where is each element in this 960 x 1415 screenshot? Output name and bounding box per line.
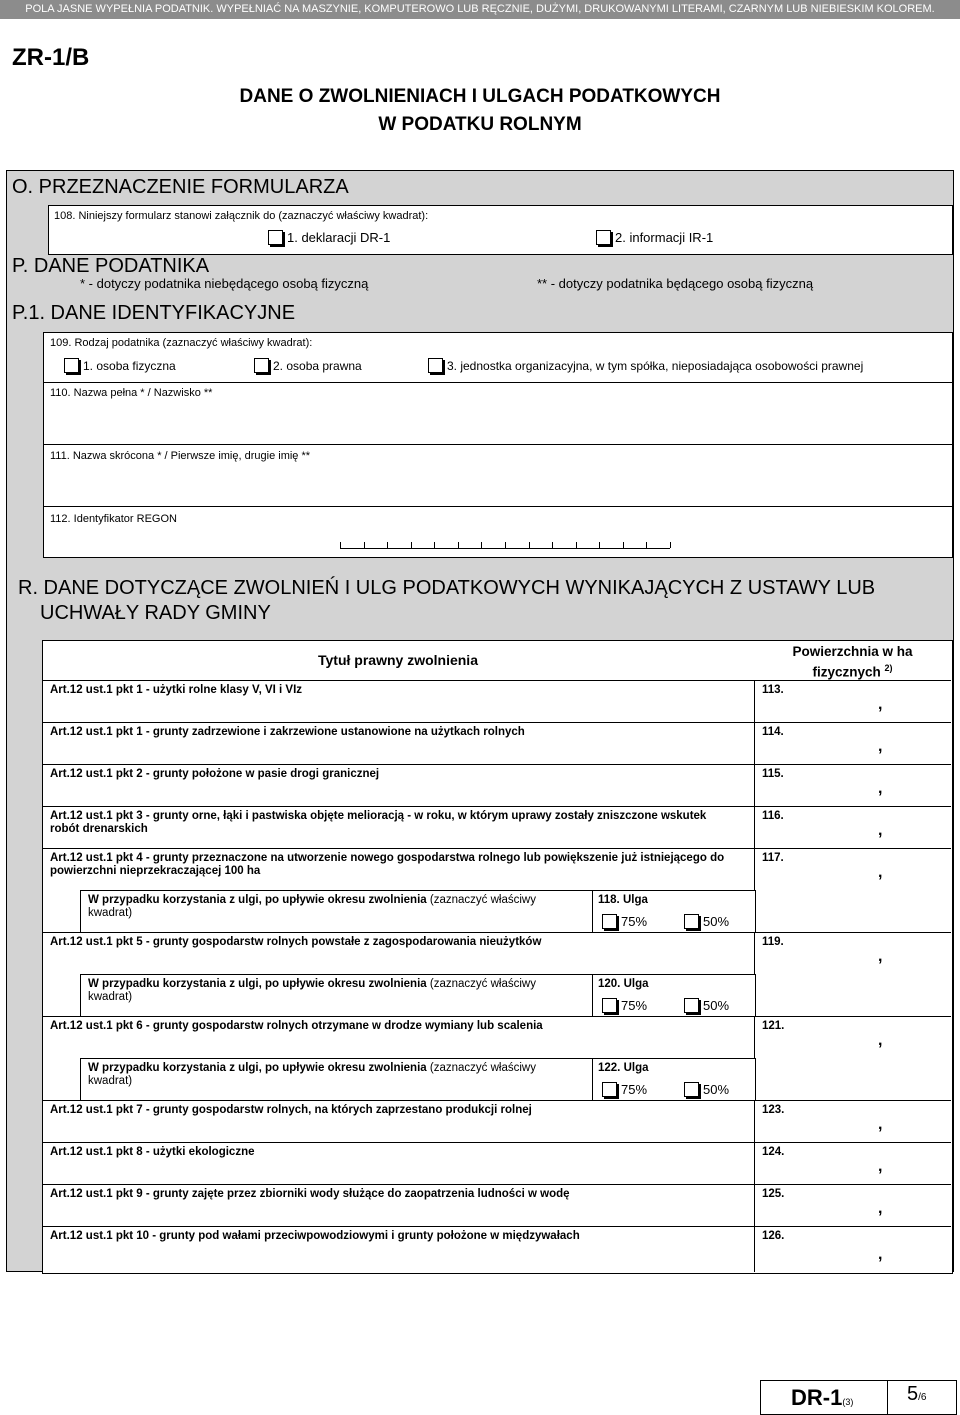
exemption-title: Art.12 ust.1 pkt 9 - grunty zajęte przez zbiorniki wody służące do zaopatrzenia ludności w wodę: [50, 1188, 570, 1200]
relief-option-label: 75%: [621, 1082, 648, 1097]
field-number: 114.: [762, 726, 784, 738]
decimal-comma: ,: [878, 822, 883, 839]
relief-note-hint: (zaznaczyć właściwy: [429, 978, 536, 990]
note-legal-entity: * - dotyczy podatnika niebędącego osobą fizyczną: [80, 276, 369, 291]
relief-option-50[interactable]: [684, 998, 729, 1013]
regon-tick: [623, 542, 624, 548]
relief-option-label: 75%: [621, 914, 648, 929]
decimal-comma: ,: [878, 1116, 883, 1133]
field-108-label: 108. Niniejszy formularz stanowi załącznik do (zaznaczyć właściwy kwadrat):: [54, 210, 429, 222]
relief-option-75[interactable]: [602, 914, 647, 929]
relief-note-text: [88, 894, 578, 920]
field-110-label: 110. Nazwa pełna * / Nazwisko **: [50, 387, 213, 399]
section-p-heading: P. DANE PODATNIKA: [12, 255, 210, 277]
checkbox-icon[interactable]: [602, 998, 617, 1013]
regon-tick: [458, 542, 459, 548]
taxpayer-type-legal[interactable]: 2. osoba prawna: [254, 358, 362, 373]
regon-tick: [387, 542, 388, 548]
regon-tick: [481, 542, 482, 548]
field-number: 124.: [762, 1146, 785, 1158]
relief-field-label: 122. Ulga: [598, 1062, 649, 1074]
field-number: 123.: [762, 1104, 785, 1116]
regon-tick: [340, 542, 341, 548]
field-number: 126.: [762, 1230, 785, 1242]
checkbox-icon[interactable]: [596, 230, 611, 245]
regon-tick: [599, 542, 600, 548]
decimal-comma: ,: [878, 780, 883, 797]
checkbox-icon[interactable]: [602, 1082, 617, 1097]
regon-tick: [552, 542, 553, 548]
exemption-title: Art.12 ust.1 pkt 8 - użytki ekologiczne: [50, 1146, 255, 1158]
relief-note-bold: W przypadku korzystania z ulgi, po upływie okresu zwolnienia: [88, 894, 427, 906]
relief-note-text: [88, 1062, 578, 1088]
note-natural-person: ** - dotyczy podatnika będącego osobą fizyczną: [537, 276, 814, 291]
relief-option-label: 50%: [703, 1082, 730, 1097]
decimal-comma: ,: [878, 864, 883, 881]
decimal-comma: ,: [878, 1032, 883, 1049]
regon-tick: [411, 542, 412, 548]
section-r-heading: R. DANE DOTYCZĄCE ZWOLNIEŃ I ULG PODATKOWYCH WYNIKAJĄCYCH Z USTAWY LUB UCHWAŁY RADY GMINY: [18, 577, 876, 624]
area-input[interactable]: [754, 1016, 952, 1058]
regon-tick: [434, 542, 435, 548]
area-input[interactable]: [754, 722, 952, 764]
regon-tick: [364, 542, 365, 548]
decimal-comma: ,: [878, 738, 883, 755]
field-number: 116.: [762, 810, 784, 822]
relief-field-label: 118. Ulga: [598, 894, 648, 906]
decimal-comma: ,: [878, 696, 883, 713]
field-number: 125.: [762, 1188, 785, 1200]
relief-note-end: kwadrat): [88, 907, 133, 919]
relief-option-75[interactable]: [602, 998, 647, 1013]
page-number: 5/6: [907, 1383, 927, 1405]
relief-note-text: [88, 978, 578, 1004]
relief-option-label: 75%: [621, 998, 648, 1013]
field-number: 119.: [762, 936, 784, 948]
relief-field-label: 120. Ulga: [598, 978, 649, 990]
field-number: 115.: [762, 768, 784, 780]
column-area-header: Powierzchnia w ha fizycznych $^{2)}$: [792, 644, 913, 680]
area-input[interactable]: [754, 1226, 952, 1272]
checkbox-icon[interactable]: [428, 358, 443, 373]
checkbox-icon[interactable]: [268, 230, 283, 245]
regon-digit-comb[interactable]: [340, 540, 670, 549]
column-title-header: Tytuł prawny zwolnienia: [318, 652, 478, 668]
checkbox-icon[interactable]: [684, 998, 699, 1013]
exemption-title: Art.12 ust.1 pkt 1 - grunty zadrzewione i zakrzewione ustanowione na użytkach rolnych: [50, 726, 525, 738]
area-input[interactable]: [754, 1142, 952, 1184]
relief-option-50[interactable]: [684, 914, 729, 929]
checkbox-icon[interactable]: [684, 1082, 699, 1097]
area-input[interactable]: [754, 764, 952, 806]
field-112-label: 112. Identyfikator REGON: [50, 513, 177, 525]
field-number: 113.: [762, 684, 784, 696]
field-112-regon[interactable]: [43, 506, 953, 558]
exemption-title: Art.12 ust.1 pkt 3 - grunty orne, łąki i pastwiska objęte melioracją - w roku, w którym uprawy zostały zniszczone wskutek robót drenarskich: [50, 810, 707, 835]
decimal-comma: ,: [878, 1200, 883, 1217]
area-input[interactable]: [754, 932, 952, 974]
field-111-label: 111. Nazwa skrócona * / Pierwsze imię, drugie imię **: [50, 450, 311, 462]
regon-tick: [646, 542, 647, 548]
document-title-line1: DANE O ZWOLNIENIACH I ULGACH PODATKOWYCH: [239, 86, 721, 107]
exemption-title: Art.12 ust.1 pkt 10 - grunty pod wałami przeciwpowodziowymi i grunty położone w międzywałach: [50, 1230, 580, 1242]
regon-tick: [576, 542, 577, 548]
relief-note-hint: (zaznaczyć właściwy: [429, 1062, 536, 1074]
regon-tick: [505, 542, 506, 548]
purpose-option-ir1[interactable]: 2. informacji IR-1: [596, 230, 713, 245]
area-input[interactable]: [754, 680, 952, 722]
taxpayer-type-unit[interactable]: 3. jednostka organizacyjna, w tym spółka, nieposiadająca osobowości prawnej: [428, 358, 863, 373]
relief-note-end: kwadrat): [88, 1075, 133, 1087]
form-code: ZR-1/B: [12, 44, 90, 71]
regon-tick: [529, 542, 530, 548]
section-o-heading: O. PRZEZNACZENIE FORMULARZA: [12, 176, 349, 198]
decimal-comma: ,: [878, 948, 883, 965]
relief-option-label: 50%: [703, 998, 730, 1013]
footer-form-code: DR-1(3): [791, 1385, 854, 1410]
decimal-comma: ,: [878, 1158, 883, 1175]
exemption-title: Art.12 ust.1 pkt 4 - grunty przeznaczone na utworzenie nowego gospodarstwa rolnego lub powiększenie już istniejącego do powierzchni nieprzekraczającej 100 ha: [50, 852, 725, 877]
decimal-comma: ,: [878, 1246, 883, 1263]
exemption-title: Art.12 ust.1 pkt 6 - grunty gospodarstw rolnych otrzymane w drodze wymiany lub scalenia: [50, 1020, 543, 1032]
section-p1-heading: P.1. DANE IDENTYFIKACYJNE: [12, 302, 296, 324]
regon-tick: [670, 542, 671, 548]
field-number: 121.: [762, 1020, 785, 1032]
area-input[interactable]: [754, 848, 952, 890]
exemption-title: Art.12 ust.1 pkt 5 - grunty gospodarstw rolnych powstałe z zagospodarowania nieużytków: [50, 936, 542, 948]
exemption-title: Art.12 ust.1 pkt 1 - użytki rolne klasy V, VI i VIz: [50, 684, 303, 696]
relief-option-50[interactable]: [684, 1082, 729, 1097]
checkbox-icon[interactable]: [684, 914, 699, 929]
field-number: 117.: [762, 852, 784, 864]
footer-form-id: [760, 1380, 957, 1415]
document-title-line2: W PODATKU ROLNYM: [378, 114, 582, 135]
purpose-option-dr1[interactable]: 1. deklaracji DR-1: [268, 230, 390, 245]
relief-option-label: 50%: [703, 914, 730, 929]
relief-note-bold: W przypadku korzystania z ulgi, po upływie okresu zwolnienia: [88, 1062, 427, 1074]
relief-option-75[interactable]: [602, 1082, 647, 1097]
taxpayer-type-natural[interactable]: 1. osoba fizyczna: [64, 358, 176, 373]
area-input[interactable]: [754, 806, 952, 848]
checkbox-icon[interactable]: [254, 358, 269, 373]
exemption-title: Art.12 ust.1 pkt 2 - grunty położone w pasie drogi granicznej: [50, 768, 380, 780]
relief-note-end: kwadrat): [88, 991, 133, 1003]
checkbox-icon[interactable]: [602, 914, 617, 929]
relief-note-hint: (zaznaczyć właściwy: [429, 894, 536, 906]
exemption-title: Art.12 ust.1 pkt 7 - grunty gospodarstw rolnych, na których zaprzestano produkcji rolnej: [50, 1104, 532, 1116]
checkbox-icon[interactable]: [64, 358, 79, 373]
relief-note-bold: W przypadku korzystania z ulgi, po upływie okresu zwolnienia: [88, 978, 427, 990]
area-input[interactable]: [754, 1184, 952, 1226]
instructions-banner: POLA JASNE WYPEŁNIA PODATNIK. WYPEŁNIAĆ NA MASZYNIE, KOMPUTEROWO LUB RĘCZNIE, DUŻYMI, DRUKOWANYMI LITERAMI, CZARNYM LUB NIEBIESKIM KOLOREM.: [0, 0, 960, 19]
area-input[interactable]: [754, 1100, 952, 1142]
field-109-label: 109. Rodzaj podatnika (zaznaczyć właściwy kwadrat):: [50, 337, 313, 349]
